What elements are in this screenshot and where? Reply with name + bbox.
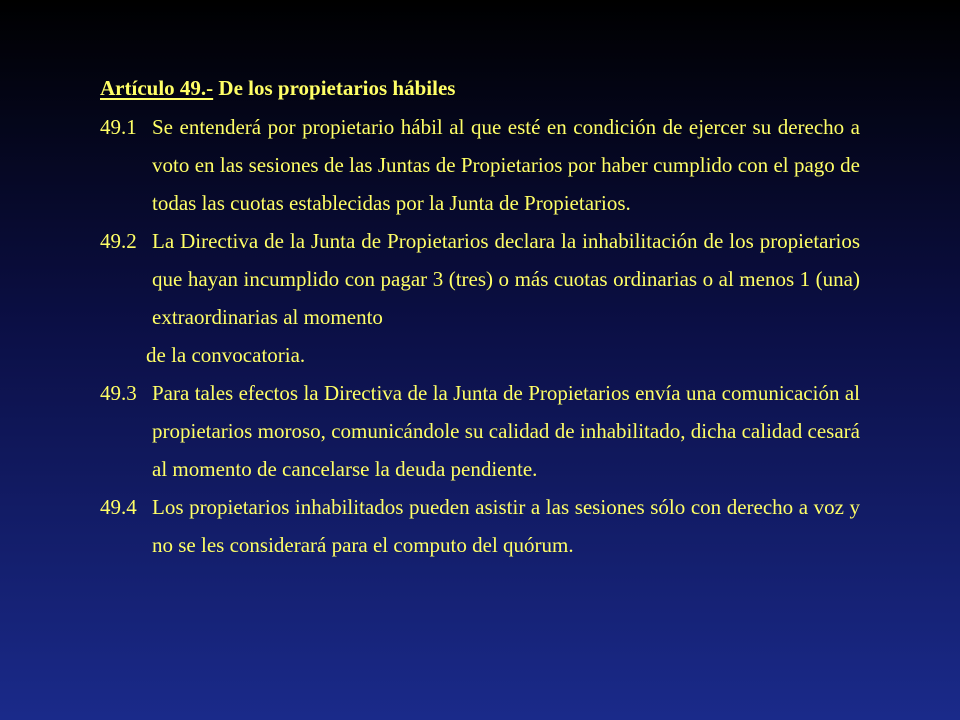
clause-text-tail (146, 336, 860, 374)
clause-text: Los propietarios inhabilitados pueden asistir a las sesiones sólo con derecho a voz y no se les considerará para el computo del quórum. (152, 495, 860, 557)
clause-text-tail-line: de la convocatoria. (146, 343, 306, 367)
clause-text: La Directiva de la Junta de Propietarios declara la inhabilitación de los propietarios que hayan incumplido con pagar 3 (tres) o más cuotas ordinarias o al menos 1 (una) extraordinarias al momento (152, 229, 860, 329)
clause-number: 49.2 (100, 229, 137, 253)
clause-text: Para tales efectos la Directiva de la Junta de Propietarios envía una comunicación al propietarios moroso, comunicándole su calidad de inhabilitado, dicha calidad cesará al momento de cancelarse la deuda pendiente. (152, 381, 860, 481)
clause-49-1 (100, 108, 860, 222)
clause-number: 49.1 (100, 115, 137, 139)
article-label: Artículo 49.- (100, 76, 214, 100)
clause-number: 49.4 (100, 495, 137, 519)
clause-number: 49.3 (100, 381, 137, 405)
clause-49-3 (100, 374, 860, 488)
article-heading (100, 70, 860, 108)
clause-49-4 (100, 488, 860, 564)
article-title: De los propietarios hábiles (218, 76, 456, 100)
clause-text: Se entenderá por propietario hábil al que esté en condición de ejercer su derecho a voto en las sesiones de las Juntas de Propietarios por haber cumplido con el pago de todas las cuotas establecidas por la Junta de Propietarios. (152, 115, 860, 215)
clause-49-2 (100, 222, 860, 374)
slide-content (100, 70, 860, 564)
